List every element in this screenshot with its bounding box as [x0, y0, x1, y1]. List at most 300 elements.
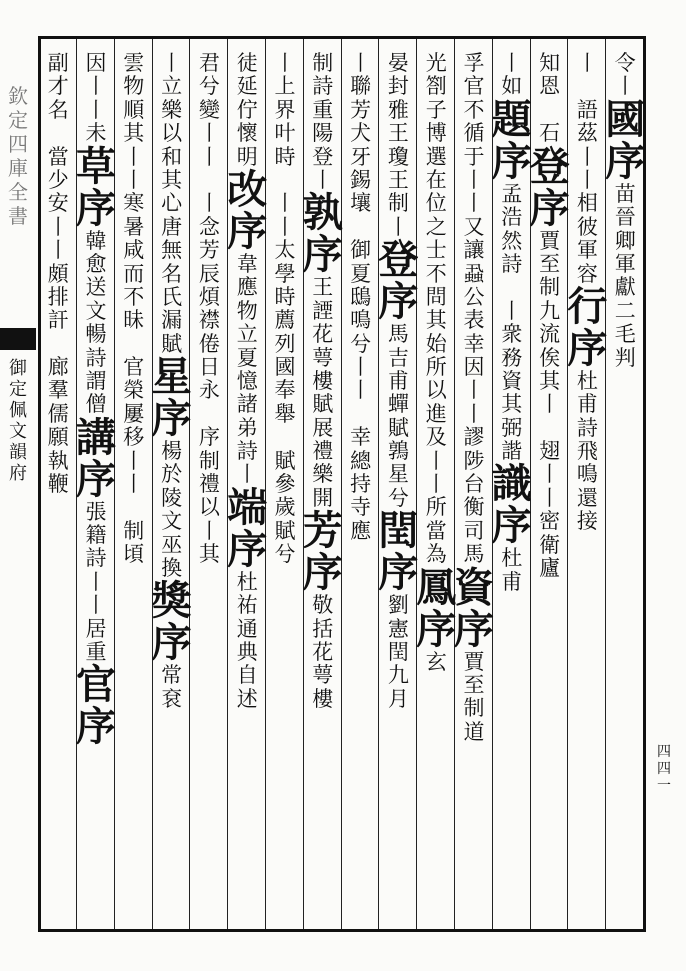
text-char: 佇 [236, 97, 258, 122]
spine-faint-text [6, 84, 30, 228]
text-char: 丨 [425, 472, 447, 497]
text-char: 儒 [47, 401, 69, 426]
text-char: 卿 [614, 228, 636, 253]
text-char: 始 [425, 331, 447, 356]
entry-headword-char: 國 [605, 95, 646, 143]
text-char: 因 [463, 355, 485, 380]
spine-faint-char: 定 [8, 108, 28, 132]
text-char: 在 [425, 167, 447, 192]
text-char: 所 [425, 495, 447, 520]
text-char: 如 [501, 74, 523, 99]
column-gap [119, 496, 149, 519]
text-char: 開 [312, 485, 334, 510]
text-char: 陵 [161, 485, 183, 510]
text-char: 夏 [236, 345, 258, 370]
text-char: 衆 [501, 322, 523, 347]
entry-headword-char: 序 [151, 395, 192, 443]
text-char: 參 [274, 472, 296, 497]
text-char: 不 [425, 261, 447, 286]
text-char: 光 [425, 51, 447, 75]
text-char: 丨 [539, 392, 561, 417]
text-char: 以 [425, 378, 447, 403]
text-char: 丨 [576, 167, 598, 192]
entry-headword-char: 序 [416, 605, 457, 653]
text-column [76, 52, 116, 922]
text-char: 奉 [274, 378, 296, 403]
text-char: 副 [47, 51, 69, 75]
text-char: 馬 [463, 542, 485, 567]
text-char: 巫 [161, 532, 183, 557]
text-char: 至 [539, 251, 561, 276]
text-char: 官 [123, 355, 145, 380]
text-char: 丨 [123, 144, 145, 169]
text-char: 王 [387, 121, 409, 146]
text-char: 換 [161, 556, 183, 581]
spine-title-char: 韻 [9, 442, 27, 463]
text-char: 甫 [576, 392, 598, 417]
text-char: 丨 [350, 378, 372, 403]
text-char: 循 [463, 121, 485, 146]
text-char: 然 [501, 228, 523, 253]
text-char: 詩 [85, 345, 107, 370]
column-gap [346, 403, 376, 426]
entry-headword-char: 端 [227, 483, 268, 531]
text-char: 二 [614, 298, 636, 323]
entry-headword-char: 序 [151, 619, 192, 667]
text-column [605, 52, 645, 922]
text-char: 丨 [47, 214, 69, 239]
text-char: 屢 [123, 401, 145, 426]
text-char: 聯 [350, 74, 372, 99]
text-char: 位 [425, 191, 447, 216]
text-char: 兮 [198, 74, 220, 99]
spine-book-title [6, 358, 30, 484]
text-char: 丨 [274, 191, 296, 216]
text-char: 俟 [539, 345, 561, 370]
text-char: 令 [614, 51, 636, 75]
text-char: 歲 [274, 495, 296, 520]
column-gap [535, 417, 565, 440]
entry-headword-char: 登 [378, 236, 419, 284]
column-gap [43, 333, 73, 356]
text-char: 九 [539, 298, 561, 323]
text-char: 丨 [463, 167, 485, 192]
text-char: 憶 [236, 368, 258, 393]
text-char: 月 [387, 686, 409, 711]
text-char: 漏 [161, 308, 183, 333]
text-char: 才 [47, 74, 69, 99]
text-char: 丨 [463, 401, 485, 426]
text-char: 所 [425, 355, 447, 380]
text-char: 賦 [312, 392, 334, 417]
text-char: 閏 [387, 640, 409, 665]
entry-headword-char: 序 [302, 231, 343, 279]
text-char: 牙 [350, 144, 372, 169]
column-gap [535, 99, 565, 122]
text-char: 蟬 [387, 392, 409, 417]
text-char: 鶉 [387, 439, 409, 464]
column-gap [572, 75, 602, 98]
text-char: 花 [312, 640, 334, 665]
text-char: 鴟 [350, 284, 372, 309]
spine-faint-char: 庫 [8, 156, 28, 180]
entry-headword-char: 題 [491, 95, 532, 143]
text-char: 重 [85, 640, 107, 665]
text-char: 總 [350, 448, 372, 473]
text-char: 常 [161, 663, 183, 688]
text-char: 詩 [576, 415, 598, 440]
text-char: 翅 [539, 439, 561, 464]
text-char: 鞭 [47, 472, 69, 497]
text-char: 瓊 [387, 144, 409, 169]
text-char: 務 [501, 345, 523, 370]
text-char: 丨 [236, 462, 258, 487]
text-char: 當 [47, 144, 69, 169]
text-char: 禮 [312, 439, 334, 464]
text-char: 語 [576, 97, 598, 122]
text-char: 籍 [85, 523, 107, 548]
text-char: 軍 [614, 251, 636, 276]
column-gap [270, 169, 300, 192]
text-char: 孟 [501, 181, 523, 206]
text-char: 詩 [236, 439, 258, 464]
text-char: 鳴 [576, 462, 598, 487]
text-char: 丨 [161, 51, 183, 75]
text-char: 夏 [350, 261, 372, 286]
text-char: 星 [387, 462, 409, 487]
entry-headword-char: 序 [378, 549, 419, 597]
entry-headword-char: 序 [491, 137, 532, 185]
text-char: 資 [501, 368, 523, 393]
text-char: 禮 [198, 472, 220, 497]
text-char: 訐 [47, 308, 69, 333]
text-char: 道 [463, 719, 485, 744]
text-char: 花 [312, 322, 334, 347]
text-char: 晏 [387, 51, 409, 75]
text-char: 表 [463, 308, 485, 333]
text-char: 日 [198, 355, 220, 380]
text-char: 襟 [198, 308, 220, 333]
text-column [303, 52, 343, 922]
text-char: 持 [350, 472, 372, 497]
entry-headword-char: 孰 [302, 189, 343, 237]
text-char: 諸 [236, 392, 258, 417]
text-char: 無 [161, 238, 183, 263]
text-char: 甫 [387, 368, 409, 393]
text-char: 國 [274, 355, 296, 380]
text-char: 於 [161, 462, 183, 487]
text-char: 于 [463, 144, 485, 169]
text-char: 衛 [539, 532, 561, 557]
text-char: 劉 [387, 593, 409, 618]
column-gap [346, 216, 376, 239]
text-char: 倦 [198, 331, 220, 356]
spine-title-char: 佩 [9, 400, 27, 421]
text-char: 御 [350, 238, 372, 263]
text-char: 移 [123, 425, 145, 450]
text-char: 榮 [123, 378, 145, 403]
text-char: 杜 [236, 569, 258, 594]
text-char: 述 [236, 686, 258, 711]
text-char: 兮 [350, 331, 372, 356]
text-char: 羣 [47, 378, 69, 403]
spine-title-char: 文 [9, 421, 27, 442]
spine-black-bar [0, 328, 36, 350]
text-char: 太 [274, 238, 296, 263]
column-gap [497, 276, 527, 299]
text-char: 物 [236, 298, 258, 323]
text-char: 丨 [274, 214, 296, 239]
text-char: 上 [274, 74, 296, 99]
text-char: 賦 [161, 331, 183, 356]
text-char: 賈 [463, 649, 485, 674]
text-char: 敬 [312, 593, 334, 618]
text-char: 丨 [350, 355, 372, 380]
text-char: 制 [539, 275, 561, 300]
text-char: 不 [123, 284, 145, 309]
text-char: 和 [161, 144, 183, 169]
entry-headword-char: 序 [567, 324, 608, 372]
text-char: 丨 [198, 191, 220, 216]
entry-headword-char: 草 [76, 142, 116, 190]
text-char: 賦 [387, 415, 409, 440]
text-char: 排 [47, 284, 69, 309]
text-char: 丨 [198, 121, 220, 146]
text-char: 丨 [350, 51, 372, 75]
text-char: 流 [539, 322, 561, 347]
text-char: 詩 [501, 251, 523, 276]
page-number-char: 四 [657, 744, 671, 760]
entry-headword-char: 序 [76, 184, 116, 232]
text-column [492, 52, 532, 922]
text-char: 丨 [198, 144, 220, 169]
text-char: 其 [539, 368, 561, 393]
text-char: 接 [576, 509, 598, 534]
text-char: 自 [236, 663, 258, 688]
text-char: 列 [274, 331, 296, 356]
text-char: 及 [425, 425, 447, 450]
text-char: 丨 [123, 167, 145, 192]
text-column [416, 52, 456, 922]
text-char: 心 [161, 191, 183, 216]
entry-headword-char: 序 [491, 502, 532, 550]
text-char: 咸 [123, 238, 145, 263]
entry-headword-char: 序 [76, 455, 116, 503]
text-char: 樂 [312, 462, 334, 487]
text-char: 叶 [274, 121, 296, 146]
text-char: 蝨 [463, 261, 485, 286]
text-char: 明 [236, 144, 258, 169]
text-char: 丨 [312, 167, 334, 192]
text-char: 苗 [614, 181, 636, 206]
text-char: 丨 [463, 191, 485, 216]
text-char: 楊 [161, 439, 183, 464]
entry-headword-char: 芳 [302, 507, 343, 555]
text-char: 弼 [501, 415, 523, 440]
text-char: 雅 [387, 97, 409, 122]
column-gap [270, 426, 300, 449]
text-char: 九 [387, 663, 409, 688]
page-number [652, 744, 676, 795]
text-char: 毛 [614, 322, 636, 347]
text-char: 安 [47, 191, 69, 216]
text-char: 劄 [425, 74, 447, 99]
entry-headword-char: 星 [151, 353, 192, 401]
text-char: 辰 [198, 261, 220, 286]
text-char: 不 [463, 97, 485, 122]
text-char: 制 [123, 518, 145, 543]
text-char: 序 [198, 425, 220, 450]
text-char: 壤 [350, 191, 372, 216]
text-char: 祐 [236, 593, 258, 618]
text-char: 文 [161, 509, 183, 534]
text-char: 居 [85, 616, 107, 641]
text-char: 典 [236, 640, 258, 665]
text-char: 鳴 [350, 308, 372, 333]
text-char: 文 [85, 298, 107, 323]
text-char: 韓 [85, 228, 107, 253]
text-char: 芳 [198, 238, 220, 263]
spine-title-char: 府 [9, 463, 27, 484]
text-char: 台 [463, 472, 485, 497]
text-char: 判 [614, 345, 636, 370]
text-char: 制 [312, 51, 334, 75]
text-char: 丨 [123, 448, 145, 473]
text-char: 芳 [350, 97, 372, 122]
text-char: 王 [312, 275, 334, 300]
text-char: 氏 [161, 284, 183, 309]
entry-headword-char: 序 [605, 137, 646, 185]
text-char: 丨 [576, 51, 598, 75]
entry-headword-char: 行 [567, 282, 608, 330]
text-char: 其 [198, 542, 220, 567]
text-char: 丨 [387, 214, 409, 239]
text-char: 丨 [85, 97, 107, 122]
spine-faint-char: 全 [8, 180, 28, 204]
text-char: 煩 [198, 284, 220, 309]
text-char: 幸 [463, 331, 485, 356]
column-gap [194, 403, 224, 426]
text-char: 士 [425, 238, 447, 263]
text-column [189, 52, 229, 922]
text-char: 官 [463, 74, 485, 99]
text-char: 知 [539, 51, 561, 75]
text-char: 萼 [312, 663, 334, 688]
text-char: 張 [85, 499, 107, 524]
text-char: 延 [236, 74, 258, 99]
text-char: 唐 [161, 214, 183, 239]
text-char: 軍 [576, 238, 598, 263]
entry-headword-char: 序 [454, 605, 494, 653]
text-char: 愈 [85, 251, 107, 276]
text-char: 憲 [387, 616, 409, 641]
text-char: 諲 [312, 298, 334, 323]
text-char: 僧 [85, 392, 107, 417]
text-char: 丨 [463, 378, 485, 403]
spine-faint-char: 書 [8, 204, 28, 228]
text-char: 衡 [463, 495, 485, 520]
text-char: 諧 [501, 439, 523, 464]
text-char: 樓 [312, 368, 334, 393]
text-char: 兮 [387, 485, 409, 510]
entry-headword-char: 資 [454, 563, 494, 611]
text-column [227, 52, 267, 922]
text-char: 而 [123, 261, 145, 286]
text-char: 其 [123, 121, 145, 146]
text-char: 密 [539, 509, 561, 534]
text-char: 物 [123, 74, 145, 99]
text-char: 吉 [387, 345, 409, 370]
text-char: 當 [425, 518, 447, 543]
text-char: 舉 [274, 401, 296, 426]
text-char: 杜 [501, 546, 523, 571]
text-char: 賦 [274, 518, 296, 543]
text-char: 又 [463, 214, 485, 239]
spine-title-char: 御 [9, 358, 27, 379]
text-char: 為 [425, 542, 447, 567]
text-column [454, 52, 494, 922]
text-char: 丨 [85, 569, 107, 594]
text-char: 至 [463, 672, 485, 697]
entry-headword-char: 官 [76, 661, 116, 709]
text-char: 司 [463, 518, 485, 543]
text-char: 其 [425, 308, 447, 333]
page-number-char: 一 [657, 778, 671, 794]
text-char: 送 [85, 275, 107, 300]
text-column [341, 52, 381, 922]
text-char: 獻 [614, 275, 636, 300]
text-char: 學 [274, 261, 296, 286]
text-char: 其 [161, 167, 183, 192]
text-char: 薦 [274, 308, 296, 333]
text-char: 容 [576, 261, 598, 286]
entry-headword-char: 序 [227, 525, 268, 573]
text-char: 陽 [312, 121, 334, 146]
text-char: 丨 [501, 51, 523, 75]
text-char: 杜 [576, 368, 598, 393]
text-char: 相 [576, 191, 598, 216]
text-char: 登 [312, 144, 334, 169]
text-char: 寒 [123, 191, 145, 216]
text-char: 丨 [85, 593, 107, 618]
spine-title-char: 定 [9, 379, 27, 400]
entry-headword-char: 閏 [378, 507, 419, 555]
text-char: 丨 [614, 74, 636, 99]
text-char: 賦 [274, 448, 296, 473]
text-char: 時 [274, 284, 296, 309]
text-char: 通 [236, 616, 258, 641]
page-number-char: 四 [657, 761, 671, 777]
text-char: 制 [463, 696, 485, 721]
text-char: 廬 [539, 556, 561, 581]
text-char: 馬 [387, 322, 409, 347]
text-column [114, 52, 154, 922]
text-char: 謂 [85, 368, 107, 393]
entry-headword-char: 序 [378, 278, 419, 326]
text-char: 選 [425, 144, 447, 169]
text-char: 括 [312, 616, 334, 641]
text-char: 樓 [312, 686, 334, 711]
text-char: 袞 [161, 686, 183, 711]
text-char: 陟 [463, 448, 485, 473]
entry-headword-char: 講 [76, 413, 116, 461]
column-gap [119, 333, 149, 356]
text-char: 韋 [236, 251, 258, 276]
text-column [265, 52, 305, 922]
text-char: 樂 [161, 97, 183, 122]
text-char: 因 [85, 51, 107, 75]
text-char: 永 [198, 378, 220, 403]
